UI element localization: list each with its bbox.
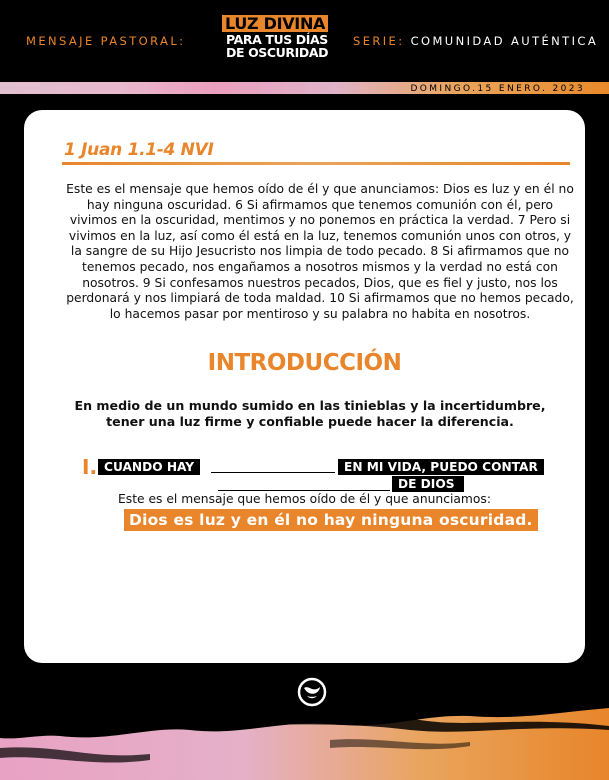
logo-line1: LUZ DIVINA	[222, 15, 328, 32]
point-part3: DE DIOS	[392, 476, 464, 492]
mensaje-pastoral-label: MENSAJE PASTORAL:	[26, 34, 186, 48]
dove-icon	[296, 676, 328, 708]
point-number: I.	[82, 455, 98, 479]
content-card	[24, 110, 585, 663]
date-text: DOMINGO.15 ENERO. 2023	[410, 84, 585, 94]
intro-text: En medio de un mundo sumido en las tinieblas y la incertidumbre, tener una luz firme y confiable puede hacer la diferencia.	[74, 398, 546, 429]
fill-blank-2[interactable]	[218, 490, 390, 491]
point-part2: EN MI VIDA, PUEDO CONTAR	[338, 459, 544, 475]
series-logo	[222, 14, 330, 59]
scripture-reference: 1 Juan 1.1-4 NVI	[64, 140, 214, 160]
logo-line2: PARA TUS DÍAS	[226, 32, 328, 47]
reference-underline	[62, 162, 570, 165]
serie-label: SERIE:	[353, 34, 405, 48]
point-part1: CUANDO HAY	[98, 459, 200, 475]
serie-value: COMUNIDAD AUTÉNTICA	[410, 34, 599, 48]
logo-line3: DE OSCURIDAD	[226, 45, 329, 60]
verse-highlight: Dios es luz y en él no hay ninguna oscuridad.	[124, 509, 538, 531]
intro-title: INTRODUCCIÓN	[207, 350, 402, 376]
verse-line: Este es el mensaje que hemos oído de él y que anunciamos:	[118, 492, 491, 506]
scripture-text: Este es el mensaje que hemos oído de él y que anunciamos: Dios es luz y en él no hay ninguna oscuridad. 6 Si afirmamos que tenemos comunión con él, pero vivimos en la oscuridad, mentimos y no ponemos en práctica la verdad. 7 Pero si vivimos en la luz, así como él está en la luz, tenemos comunión unos con otros, y la sangre de su Hijo Jesucristo nos limpia de todo pecado. 8 Si afirmamos que no tenemos pecado, nos engañamos a nosotros mismos y la verdad no está con nosotros. 9 Si confesamos nuestros pecados, Dios, que es fiel y justo, nos los perdonará y nos limpiará de toda maldad. 10 Si afirmamos que no hemos pecado, lo hacemos pasar por mentiroso y su palabra no habita en nosotros.	[66, 182, 574, 321]
serie-heading	[353, 34, 598, 48]
fill-blank-1[interactable]	[211, 472, 335, 473]
